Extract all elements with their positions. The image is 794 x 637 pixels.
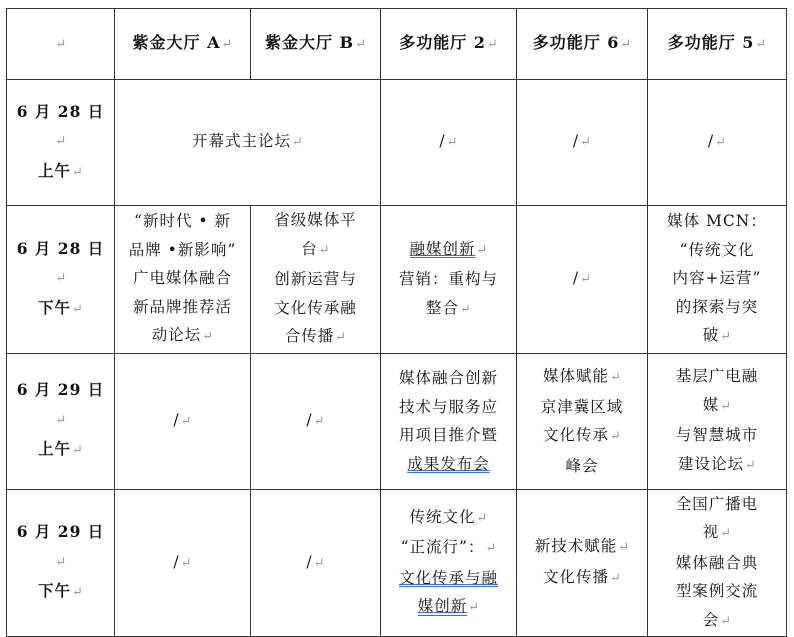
session-cell: /↵ — [517, 206, 648, 354]
session-cell: /↵ — [648, 80, 787, 206]
header-row — [7, 9, 787, 80]
row-0628-afternoon — [7, 206, 787, 354]
row-0629-afternoon — [7, 489, 787, 637]
session-cell: 媒体赋能↵ 京津冀区域 文化传承↵ 峰会 — [517, 353, 648, 489]
session-cell: /↵ — [251, 353, 381, 489]
column-header-hall-6: 多功能厅 6↵ — [517, 9, 648, 80]
row-label: 6 月 29 日↵ 下午↵ — [7, 489, 115, 637]
session-cell: 传统文化↵ “正流行”：↵ 文化传承与融 媒创新↵ — [381, 489, 517, 637]
row-label: 6 月 29 日↵ 上午↵ — [7, 353, 115, 489]
session-cell: 媒体融合创新 技术与服务应 用项目推介暨 成果发布会 — [381, 353, 517, 489]
session-cell: 基层广电融 媒↵ 与智慧城市 建设论坛↵ — [648, 353, 787, 489]
corner-cell: ↵ — [7, 9, 115, 80]
row-0628-morning — [7, 80, 787, 206]
session-cell: 新技术赋能↵ 文化传播↵ — [517, 489, 648, 637]
row-0629-morning — [7, 353, 787, 489]
session-cell: “新时代 • 新 品牌 •新影响” 广电媒体融合 新品牌推荐活 动论坛↵ — [115, 206, 251, 354]
session-cell: 省级媒体平 台↵ 创新运营与 文化传承融 合传播↵ — [251, 206, 381, 354]
session-cell: 开幕式主论坛↵ — [115, 80, 381, 206]
session-cell: /↵ — [115, 489, 251, 637]
column-header-hall-b: 紫金大厅 B↵ — [251, 9, 381, 80]
row-label: 6 月 28 日↵ 上午↵ — [7, 80, 115, 206]
session-cell: /↵ — [381, 80, 517, 206]
session-cell: 融媒创新↵ 营销：重构与 整合↵ — [381, 206, 517, 354]
session-cell: 全国广播电 视↵ 媒体融合典 型案例交流 会↵ — [648, 489, 787, 637]
session-cell: /↵ — [517, 80, 648, 206]
session-cell: /↵ — [251, 489, 381, 637]
row-label: 6 月 28 日↵ 下午↵ — [7, 206, 115, 354]
session-cell: /↵ — [115, 353, 251, 489]
session-cell: 媒体 MCN： “传统文化 内容+运营” 的探索与突 破↵ — [648, 206, 787, 354]
column-header-hall-2: 多功能厅 2↵ — [381, 9, 517, 80]
column-header-hall-a: 紫金大厅 A↵ — [115, 9, 251, 80]
column-header-hall-5: 多功能厅 5↵ — [648, 9, 787, 80]
schedule-table — [6, 8, 787, 637]
